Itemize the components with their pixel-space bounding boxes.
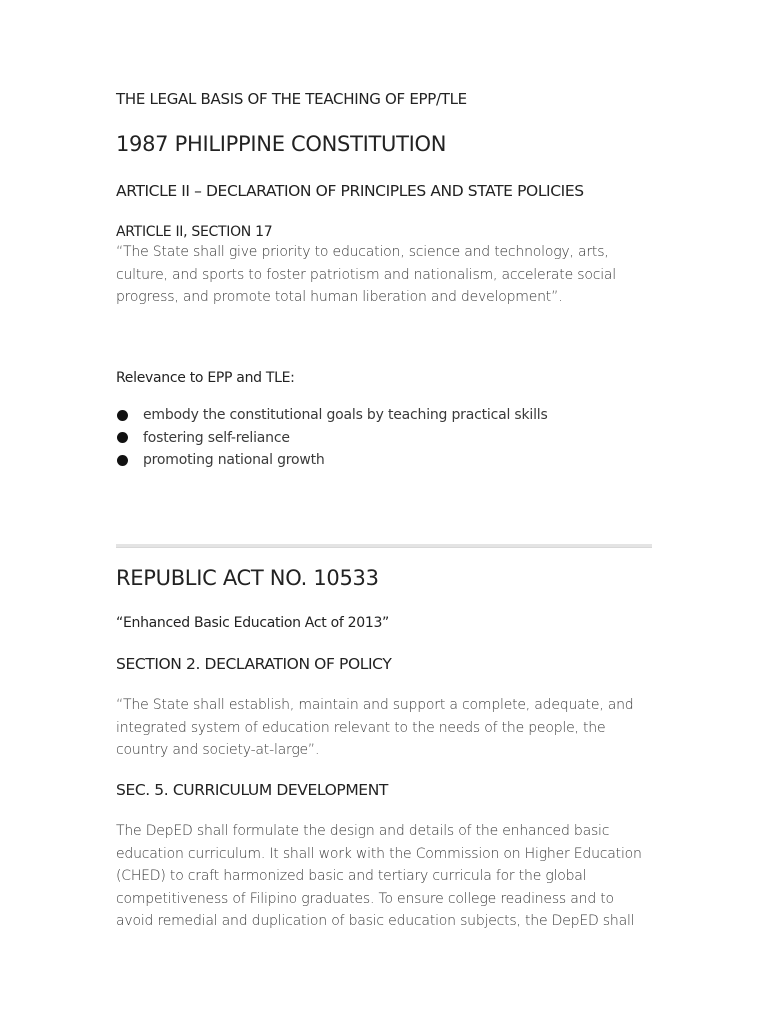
paragraph-line: integrated system of education relevant to the needs of the people, the <box>116 719 606 736</box>
quote-line: “The State shall give priority to education, science and technology, arts, <box>116 244 609 260</box>
republic-act-subtitle: “Enhanced Basic Education Act of 2013” <box>116 615 390 631</box>
republic-act-heading: REPUBLIC ACT NO. 10533 <box>116 566 379 590</box>
paragraph-line: country and society-at-large”. <box>116 742 320 758</box>
list-item-text: fostering self-reliance <box>143 429 290 446</box>
paragraph-line: competitiveness of Filipino graduates. To ensure college readiness and to <box>116 890 614 907</box>
section-17-quote <box>116 241 656 309</box>
section-label: ARTICLE II, SECTION 17 <box>116 224 273 240</box>
quote-line: progress, and promote total human liberation and development”. <box>116 289 563 305</box>
constitution-heading: 1987 PHILIPPINE CONSTITUTION <box>116 132 447 156</box>
bullet-icon <box>117 455 128 466</box>
paragraph-line: “The State shall establish, maintain and support a complete, adequate, and <box>116 697 634 713</box>
list-item <box>116 449 548 472</box>
list-item <box>116 427 548 450</box>
relevance-list <box>116 404 548 472</box>
section-5-text <box>116 820 656 933</box>
bullet-icon <box>117 410 128 421</box>
section-2-text <box>116 694 656 762</box>
section-5-heading: SEC. 5. CURRICULUM DEVELOPMENT <box>116 781 388 799</box>
quote-line: culture, and sports to foster patriotism and nationalism, accelerate social <box>116 266 616 283</box>
list-item-text: promoting national growth <box>143 452 325 468</box>
paragraph-line: avoid remedial and duplication of basic education subjects, the DepED shall <box>116 913 635 929</box>
list-item <box>116 404 548 427</box>
relevance-label: Relevance to EPP and TLE: <box>116 370 295 386</box>
paragraph-line: The DepED shall formulate the design and details of the enhanced basic <box>116 823 610 839</box>
paragraph-line: education curriculum. It shall work with the Commission on Higher Education <box>116 845 642 862</box>
bullet-icon <box>117 432 128 443</box>
section-divider <box>116 544 652 548</box>
article-heading: ARTICLE II – DECLARATION OF PRINCIPLES AND STATE POLICIES <box>116 182 584 200</box>
section-2-heading: SECTION 2. DECLARATION OF POLICY <box>116 655 392 673</box>
paragraph-line: (CHED) to craft harmonized basic and tertiary curricula for the global <box>116 868 587 884</box>
list-item-text: embody the constitutional goals by teaching practical skills <box>143 407 548 423</box>
document-title: THE LEGAL BASIS OF THE TEACHING OF EPP/TLE <box>116 90 467 108</box>
